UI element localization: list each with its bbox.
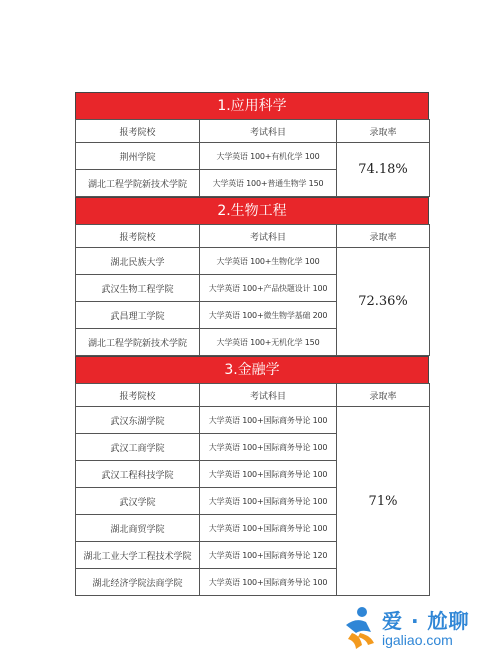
subjects-cell: 大学英语 100+国际商务导论 100 [200,569,337,596]
table-row [76,248,430,275]
subjects-cell: 大学英语 100+国际商务导论 100 [200,488,337,515]
rate-cell: 71% [337,407,430,596]
header-rate: 录取率 [337,225,430,248]
table-bioengineering [75,224,430,356]
subjects-cell: 大学英语 100+有机化学 100 [200,143,337,170]
section-title-applied-science: 1.应用科学 [75,92,429,119]
header-school: 报考院校 [76,384,200,407]
subjects-cell: 大学英语 100+国际商务导论 100 [200,407,337,434]
site-watermark [338,605,488,655]
school-cell: 武汉工商学院 [76,434,200,461]
school-cell: 武汉工程科技学院 [76,461,200,488]
school-cell: 武汉东湖学院 [76,407,200,434]
table-applied-science [75,119,430,197]
header-subjects: 考试科目 [200,225,337,248]
subjects-cell: 大学英语 100+生物化学 100 [200,248,337,275]
header-school: 报考院校 [76,120,200,143]
table-finance [75,383,430,596]
rate-cell: 74.18% [337,143,430,197]
subjects-cell: 大学英语 100+国际商务导论 100 [200,461,337,488]
table-header-row [76,225,430,248]
header-rate: 录取率 [337,384,430,407]
subjects-cell: 大学英语 100+无机化学 150 [200,329,337,356]
section-title-bioengineering: 2.生物工程 [75,197,429,224]
subjects-cell: 大学英语 100+国际商务导论 120 [200,542,337,569]
school-cell: 湖北工业大学工程技术学院 [76,542,200,569]
admission-document [75,92,429,596]
subjects-cell: 大学英语 100+微生物学基础 200 [200,302,337,329]
school-cell: 湖北商贸学院 [76,515,200,542]
school-cell: 湖北工程学院新技术学院 [76,170,200,197]
watermark-url: igaliao.com [382,632,453,648]
watermark-title: 爱 · 尬聊 [382,609,470,633]
header-subjects: 考试科目 [200,384,337,407]
header-rate: 录取率 [337,120,430,143]
subjects-cell: 大学英语 100+国际商务导论 100 [200,515,337,542]
header-subjects: 考试科目 [200,120,337,143]
table-header-row [76,120,430,143]
section-title-finance: 3.金融学 [75,356,429,383]
school-cell: 湖北民族大学 [76,248,200,275]
school-cell: 荆州学院 [76,143,200,170]
school-cell: 湖北经济学院法商学院 [76,569,200,596]
school-cell: 湖北工程学院新技术学院 [76,329,200,356]
subjects-cell: 大学英语 100+普通生物学 150 [200,170,337,197]
table-row [76,143,430,170]
school-cell: 武汉生物工程学院 [76,275,200,302]
subjects-cell: 大学英语 100+国际商务导论 100 [200,434,337,461]
table-header-row [76,384,430,407]
school-cell: 武昌理工学院 [76,302,200,329]
rate-cell: 72.36% [337,248,430,356]
table-row [76,407,430,434]
header-school: 报考院校 [76,225,200,248]
running-figure-logo-icon [338,605,378,651]
school-cell: 武汉学院 [76,488,200,515]
subjects-cell: 大学英语 100+产品快题设计 100 [200,275,337,302]
